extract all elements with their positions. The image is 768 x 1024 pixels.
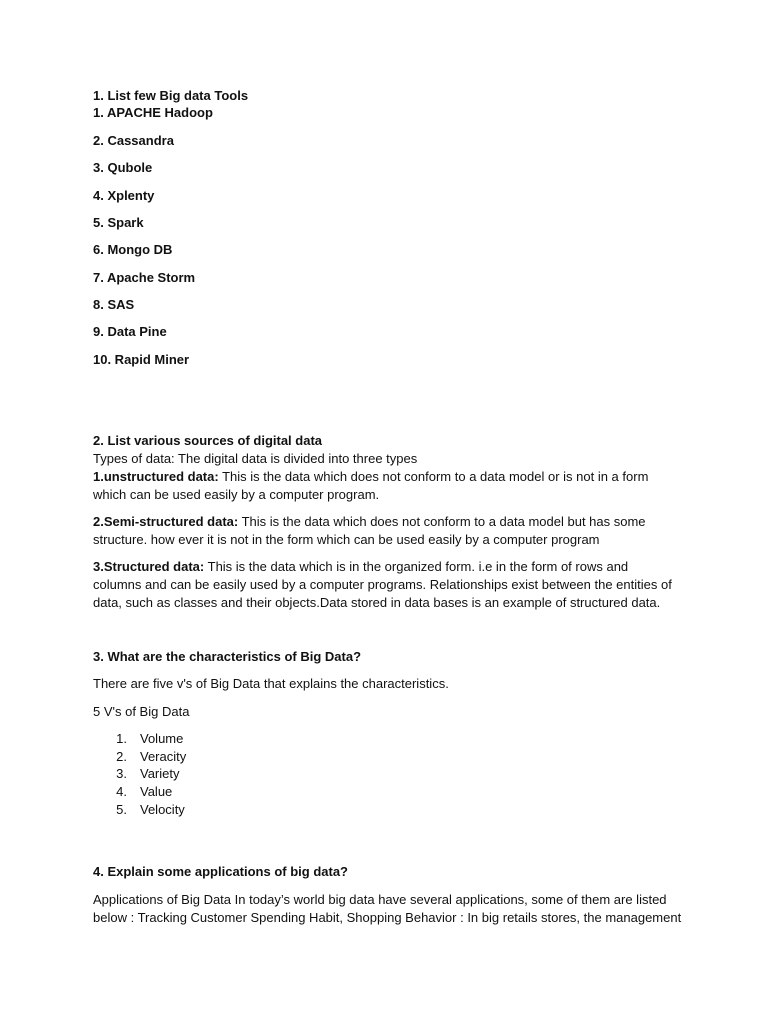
q4-heading: 4. Explain some applications of big data? [93,864,348,879]
tool-item: 10. Rapid Miner [93,352,190,367]
structured-line3: data, such as classes and their objects.Data stored in data bases is an example of structured data. [93,595,661,610]
tool-item: 2. Cassandra [93,133,174,148]
tool-item: 8. SAS [93,297,135,312]
structured-label: 3.Structured data: [93,559,205,574]
semi-line2: structure. how ever it is not in the form which can be used easily by a computer program [93,532,600,547]
unstructured-line1 [93,468,648,485]
tool-item: 7. Apache Storm [93,270,196,285]
unstructured-line2: which can be used easily by a computer program. [93,487,380,502]
list-item: Volume [140,731,184,746]
structured-line1 [93,558,628,575]
list-item: Variety [140,766,180,781]
list-item: Value [140,784,173,799]
list-number: 2. [116,749,127,764]
q1-heading: 1. List few Big data Tools [93,88,249,103]
list-number: 5. [116,802,127,817]
q4-line2: below : Tracking Customer Spending Habit, Shopping Behavior : In big retails stores, the management [93,910,682,925]
list-number: 3. [116,766,127,781]
list-item: Velocity [140,802,185,817]
q2-intro: Types of data: The digital data is divided into three types [93,451,418,466]
semi-text: This is the data which does not conform to a data model but has some [238,514,646,529]
tool-item: 3. Qubole [93,160,153,175]
unstructured-label: 1.unstructured data: [93,469,219,484]
q3-subheading: 5 V's of Big Data [93,704,190,719]
list-number: 4. [116,784,127,799]
unstructured-text: This is the data which does not conform to a data model or is not in a form [218,469,649,484]
semi-label: 2.Semi-structured data: [93,514,239,529]
tool-item: 4. Xplenty [93,188,155,203]
q4-line1: Applications of Big Data In today’s world big data have several applications, some of them are listed [93,892,667,907]
q2-heading: 2. List various sources of digital data [93,433,323,448]
semi-line1 [93,513,646,530]
list-item: Veracity [140,749,187,764]
list-number: 1. [116,731,127,746]
structured-text: This is the data which is in the organized form. i.e in the form of rows and [204,559,629,574]
structured-line2: columns and can be easily used by a computer programs. Relationships exist between the entities of [93,577,672,592]
tool-item: 6. Mongo DB [93,242,173,257]
tool-item: 5. Spark [93,215,144,230]
tool-item: 1. APACHE Hadoop [93,105,213,120]
q3-heading: 3. What are the characteristics of Big Data? [93,649,362,664]
tool-item: 9. Data Pine [93,324,167,339]
q3-intro: There are five v's of Big Data that explains the characteristics. [93,676,449,691]
